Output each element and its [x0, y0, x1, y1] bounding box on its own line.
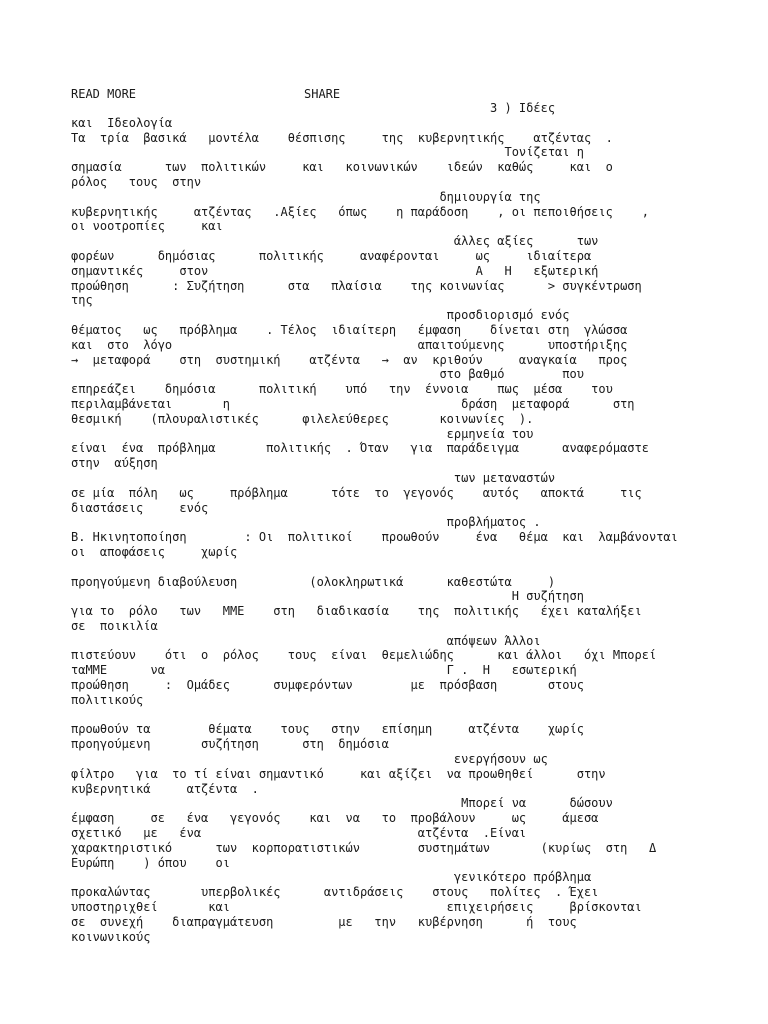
text-line: ενεργήσουν ως	[71, 752, 548, 767]
text-line: προώθηση : Συζήτηση στα πλαίσια της κοινωνίας > συγκέντρωση	[71, 278, 642, 293]
text-line: πιστεύουν ότι ο ρόλος τους είναι θεμελιώδης και άλλοι όχι Μπορεί	[71, 648, 657, 663]
text-line: οι νοοτροπίες και	[71, 219, 223, 234]
text-line: και στο λόγο απαιτούμενης υποστήριξης	[71, 337, 628, 352]
text-line: χαρακτηριστικό των κορπορατιστικών συστημάτων (κυρίως στη Δ	[71, 840, 657, 855]
text-line: φίλτρο για το τί είναι σημαντικό και αξίζει να προωθηθεί στην	[71, 766, 606, 781]
text-line: Β. Ηκινητοποίηση : Οι πολιτικοί προωθούν ένα θέμα και λαμβάνονται	[71, 530, 678, 545]
text-line: άλλες αξίες των	[71, 234, 599, 249]
read-more-button[interactable]: READ MORE	[71, 87, 137, 101]
text-line: Η συζήτηση	[71, 589, 584, 604]
text-line: 3 ) Ιδέες	[71, 101, 556, 115]
text-line: υποστηριχθεί και επιχειρήσεις βρίσκονται	[71, 900, 642, 915]
text-line: προηγούμενη διαβούλευση (ολοκληρωτικά καθεστώτα )	[71, 574, 556, 589]
text-line: στην αύξηση	[71, 456, 158, 471]
text-line: σημασία των πολιτικών και κοινωνικών ιδεών καθώς και ο	[71, 160, 613, 175]
text-line: θεσμική (πλουραλιστικές φιλελεύθερες κοινωνίες ).	[71, 411, 534, 426]
text-line: Ευρώπη ) όπου οι	[71, 855, 230, 870]
text-line: φορέων δημόσιας πολιτικής αναφέρονται ως ιδιαίτερα	[71, 248, 592, 263]
text-line: σημαντικές στον Α Η εξωτερική	[71, 263, 599, 278]
text-line: προσδιορισμό ενός	[71, 308, 570, 323]
text-line: προώθηση : Ομάδες συμφερόντων με πρόσβαση στους	[71, 678, 584, 693]
text-line: προκαλώντας υπερβολικές αντιδράσεις στους πολίτες . Έχει	[71, 885, 599, 900]
text-line: περιλαμβάνεται η δράση μεταφορά στη	[71, 396, 635, 411]
text-line: για το ρόλο των ΜΜΕ στη διαδικασία της πολιτικής έχει καταλήξει	[71, 604, 642, 619]
text-line: ρόλος τους στην	[71, 174, 202, 189]
text-line: σε ποικιλία	[71, 618, 158, 633]
text-line: έμφαση σε ένα γεγονός και να το προβάλουν ως άμεσα	[71, 811, 599, 826]
text-line: Τα τρία βασικά μοντέλα θέσπισης της κυβερνητικής ατζέντας .	[71, 130, 613, 145]
text-line: στο βαθμό που	[71, 367, 584, 382]
text-line	[71, 708, 699, 723]
text-line: κυβερνητικής ατζέντας .Αξίες όπως η παράδοση , οι πεποιθήσεις ,	[71, 204, 649, 219]
text-line: των μεταναστών	[71, 470, 556, 485]
text-line: Μπορεί να δώσουν	[71, 796, 613, 811]
text-line	[71, 560, 699, 575]
text-line: επηρεάζει δημόσια πολιτική υπό την έννοια πως μέσα του	[71, 382, 613, 397]
text-line: ερμηνεία του	[71, 426, 534, 441]
text-line: και Ιδεολογία	[71, 115, 173, 130]
text-line: θέματος ως πρόβλημα . Τέλος ιδιαίτερη έμφαση δίνεται στη γλώσσα	[71, 322, 628, 337]
text-line: οι αποφάσεις χωρίς	[71, 544, 238, 559]
text-line: προηγούμενη συζήτηση στη δημόσια	[71, 737, 389, 752]
text-line: → μεταφορά στη συστημική ατζέντα → αν κριθούν αναγκαία προς	[71, 352, 628, 367]
text-line: προωθούν τα θέματα τους στην επίσημη ατζέντα χωρίς	[71, 722, 584, 737]
text-line: κυβερνητικά ατζέντα .	[71, 781, 259, 796]
text-line: δημιουργία της	[71, 189, 541, 204]
share-button[interactable]: SHARE	[304, 87, 341, 101]
text-line: σχετικό με ένα ατζέντα .Είναι	[71, 826, 527, 841]
text-line: Τονίζεται η	[71, 145, 584, 160]
text-line: σε συνεχή διαπραγμάτευση με την κυβέρνηση ή τους	[71, 914, 577, 929]
text-line: ταΜΜΕ να Γ . Η εσωτερική	[71, 663, 577, 678]
text-line: κοινωνικούς	[71, 929, 151, 944]
text-line: είναι ένα πρόβλημα πολιτικής . Όταν για παράδειγμα αναφερόμαστε	[71, 441, 649, 456]
text-line: γενικότερο πρόβλημα	[71, 870, 592, 885]
text-line: σε μία πόλη ως πρόβλημα τότε το γεγονός αυτός αποκτά τις	[71, 485, 642, 500]
text-line: πολιτικούς	[71, 692, 144, 707]
text-line: απόψεων Άλλοι	[71, 633, 541, 648]
text-line: της	[71, 293, 93, 308]
text-line: προβλήματος .	[71, 515, 541, 530]
text-line: διαστάσεις ενός	[71, 500, 209, 515]
document-text	[71, 101, 699, 944]
